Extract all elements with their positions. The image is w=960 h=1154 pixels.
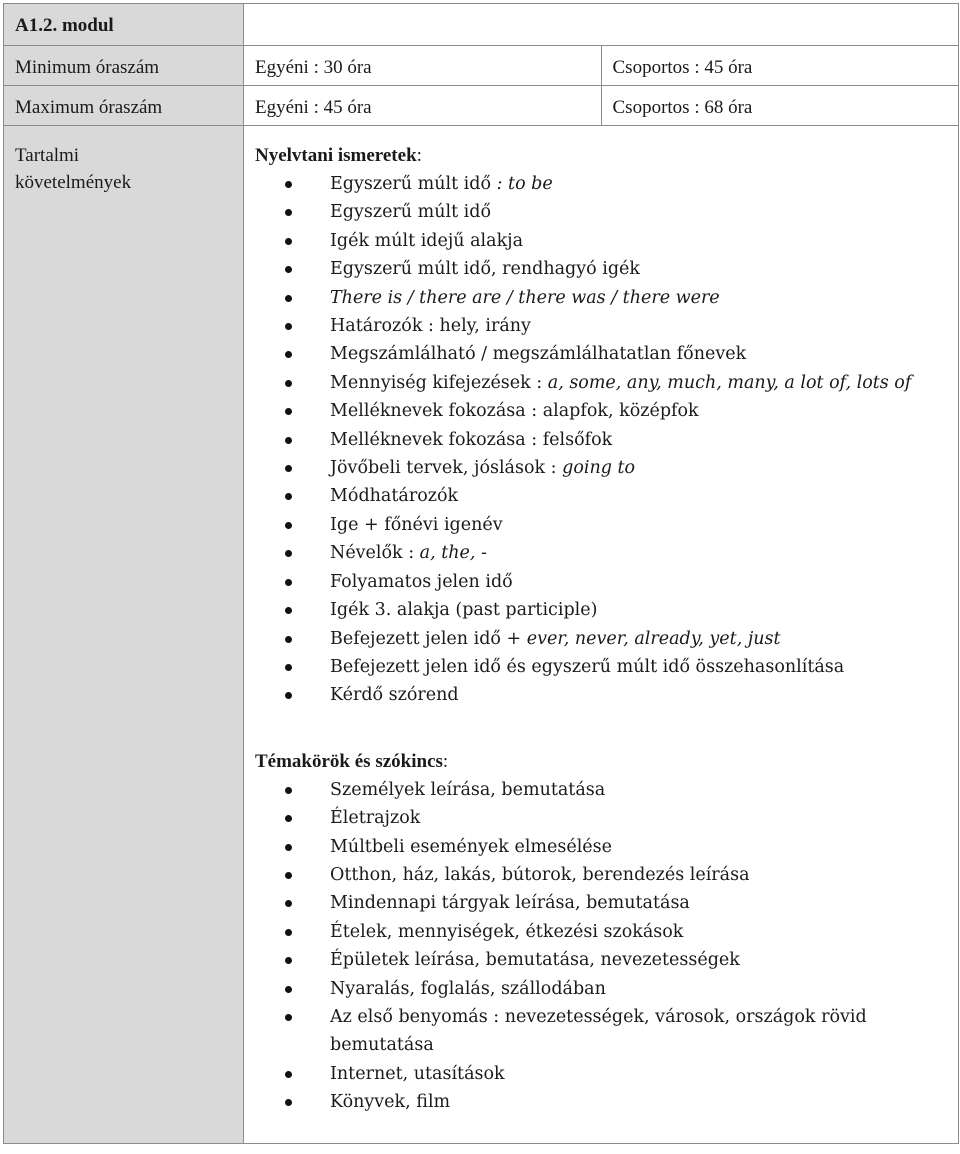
topic-item [255,975,958,1003]
content-body-cell [244,126,959,1144]
grammar-item-italic: a, some, any, much, many, a lot of, lots of [547,372,912,393]
grammar-item [255,625,958,653]
bullet-icon [285,408,292,415]
bullet-icon [285,900,292,907]
grammar-item-text: Befejezett jelen idő és egyszerű múlt idő összehasonlítása [330,656,845,677]
topics-heading: Témakörök és szókincs: [255,750,449,772]
min-hours-group-cell [601,46,959,86]
grammar-item [255,681,958,709]
topic-item [255,833,958,861]
bullet-icon [285,1071,292,1078]
bullet-icon [285,181,292,188]
topic-item [255,804,958,832]
bullet-icon [285,437,292,444]
bullet-icon [285,522,292,529]
grammar-item-text: Kérdő szórend [330,685,459,706]
bullet-icon [285,1099,292,1106]
bullet-icon [285,380,292,387]
min-hours-individual: Egyéni : 30 óra [255,57,372,78]
topic-item [255,918,958,946]
grammar-item-text: Mennyiség kifejezések : [330,372,548,393]
content-row [4,126,959,1144]
min-hours-row [4,46,959,86]
topics-list [244,776,958,1117]
grammar-item-text: Módhatározók [330,486,459,507]
grammar-item-text: Folyamatos jelen idő [330,571,513,592]
min-hours-label-cell [4,46,244,86]
topic-item [255,889,958,917]
topic-item-text: Az első benyomás : nevezetességek, városok, országok rövid bemutatása [330,1006,867,1056]
topic-item [255,1088,958,1116]
grammar-item [255,482,958,510]
grammar-item [255,454,958,482]
grammar-item [255,255,958,283]
grammar-item-text: Igék múlt idejű alakja [330,230,524,251]
grammar-item-text: Egyszerű múlt idő, rendhagyó igék [330,259,640,280]
bullet-icon [285,579,292,586]
bullet-icon [285,692,292,699]
topics-heading-text: Témakörök és szókincs [255,750,443,772]
bullet-icon [285,295,292,302]
min-hours-individual-cell [244,46,602,86]
grammar-item [255,653,958,681]
max-hours-group: Csoportos : 68 óra [612,97,753,118]
topic-item-text: Személyek leírása, bemutatása [330,779,606,800]
grammar-item-text: Befejezett jelen idő + [330,628,527,649]
grammar-item-text: Egyszerű múlt idő [330,174,492,194]
grammar-list [244,170,958,710]
grammar-item [255,198,958,226]
grammar-item-text: Ige + főnévi igenév [330,514,503,535]
grammar-item-text: Melléknevek fokozása : felsőfok [330,429,613,450]
topic-item-text: Épületek leírása, bemutatása, nevezetességek [330,950,740,971]
topic-item [255,1003,958,1060]
topic-item [255,861,958,889]
max-hours-individual-cell [244,86,602,126]
grammar-item [255,312,958,340]
grammar-item [255,170,958,198]
grammar-item-text: Igék 3. alakja (past participle) [330,600,598,621]
grammar-item [255,511,958,539]
grammar-item [255,340,958,368]
bullet-icon [285,209,292,216]
grammar-item [255,539,958,567]
bullet-icon [285,351,292,358]
bullet-icon [285,844,292,851]
min-hours-group: Csoportos : 45 óra [612,57,753,78]
module-table [3,3,959,1144]
topic-item-text: Múltbeli események elmesélése [330,836,612,857]
bullet-icon [285,787,292,794]
bullet-icon [285,266,292,273]
grammar-item [255,426,958,454]
topic-item-text: Könyvek, film [330,1092,451,1113]
grammar-item-text: Egyszerű múlt idő [330,202,492,223]
grammar-item-italic: There is / there are / there was / there were [330,287,720,308]
grammar-item-italic: a, the, - [419,543,487,564]
grammar-item-italic: going to [562,458,636,479]
topic-item-text: Ételek, mennyiségek, étkezési szokások [330,921,684,942]
topic-item-text: Internet, utasítások [330,1063,505,1084]
content-label-line2: követelmények [15,172,132,193]
topic-item [255,946,958,974]
grammar-item-text: Határozók : hely, irány [330,316,531,337]
topic-item-text: Mindennapi tárgyak leírása, bemutatása [330,893,690,914]
bullet-icon [285,238,292,245]
content-label [4,126,243,196]
content-label-cell [4,126,244,1144]
bullet-icon [285,929,292,936]
module-title-row [4,4,959,46]
grammar-item [255,227,958,255]
max-hours-group-cell [601,86,959,126]
grammar-heading: Nyelvtani ismeretek: [255,145,422,166]
topic-item [255,776,958,804]
module-title: A1.2. modul [15,15,114,36]
max-hours-individual: Egyéni : 45 óra [255,97,372,118]
grammar-item [255,284,958,312]
topic-item-text: Nyaralás, foglalás, szállodában [330,978,606,999]
bullet-icon [285,986,292,993]
grammar-item-italic: : to be [491,174,553,194]
grammar-item-text: Névelők : [330,543,420,564]
bullet-icon [285,872,292,879]
bullet-icon [285,636,292,643]
content-label-line1: Tartalmi [15,145,80,166]
bullet-icon [285,493,292,500]
min-hours-label: Minimum óraszám [15,57,160,78]
grammar-item-italic: ever, never, already, yet, just [526,628,781,649]
grammar-heading-text: Nyelvtani ismeretek [255,145,417,166]
bullet-icon [285,323,292,330]
max-hours-label-cell [4,86,244,126]
bullet-icon [285,957,292,964]
grammar-item [255,369,958,397]
topic-item [255,1060,958,1088]
bullet-icon [285,550,292,557]
topic-item-text: Életrajzok [330,808,421,829]
bullet-icon [285,815,292,822]
grammar-item-text: Jövőbeli tervek, jóslások : [330,458,563,479]
bullet-icon [285,607,292,614]
topic-item-text: Otthon, ház, lakás, bútorok, berendezés leírása [330,864,750,885]
grammar-item [255,568,958,596]
grammar-item [255,596,958,624]
module-title-empty-cell [244,4,959,46]
module-title-cell [4,4,244,46]
bullet-icon [285,465,292,472]
max-hours-label: Maximum óraszám [15,97,163,118]
max-hours-row [4,86,959,126]
grammar-item [255,397,958,425]
bullet-icon [285,664,292,671]
section-gap [244,710,958,732]
grammar-item-text: Melléknevek fokozása : alapfok, középfok [330,401,699,422]
bullet-icon [285,1014,292,1021]
grammar-item-text: Megszámlálható / megszámlálhatatlan főnevek [330,344,747,365]
